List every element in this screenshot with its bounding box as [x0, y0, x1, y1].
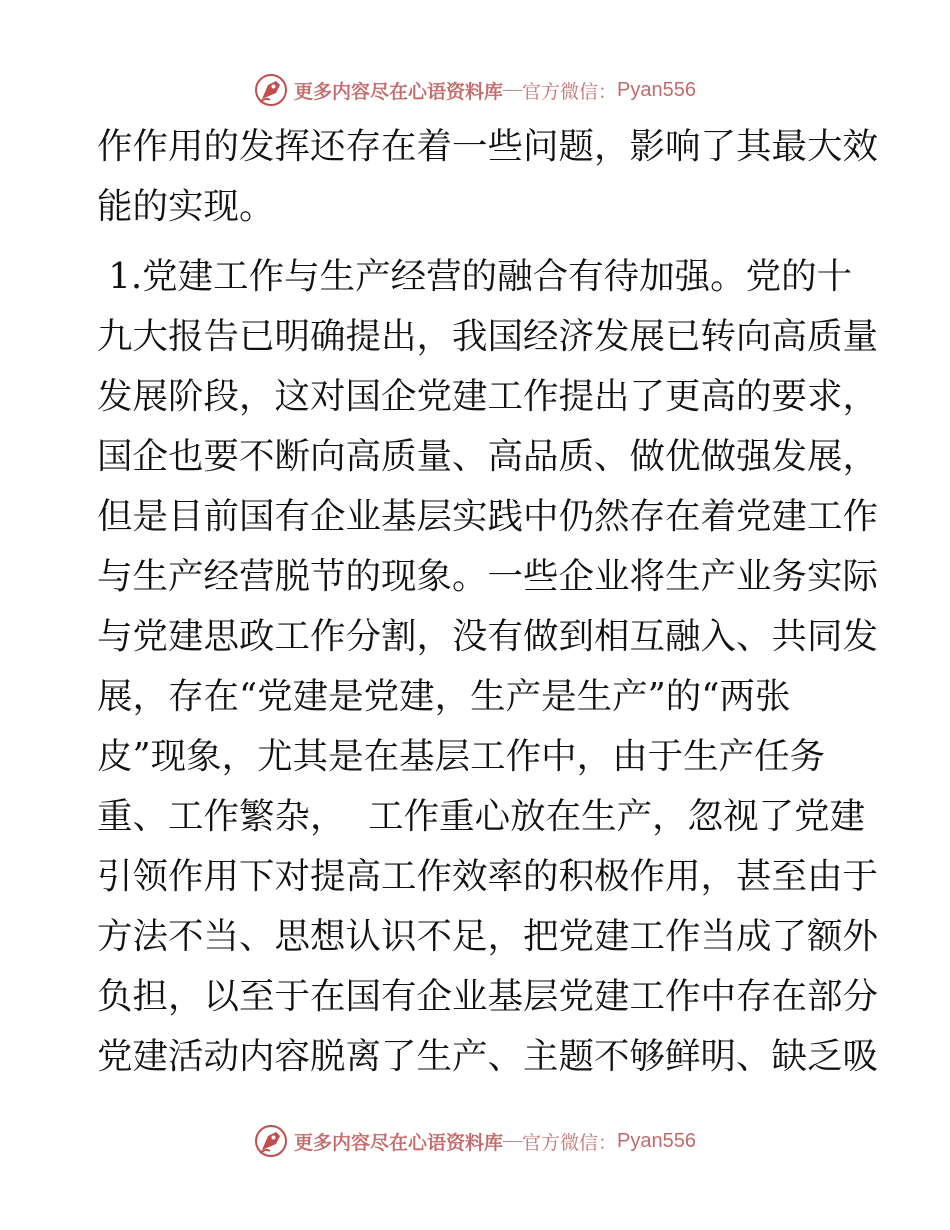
watermark-wechat-id: Pyan556: [617, 78, 696, 101]
text-line: 方法不当、思想认识不足，把党建工作当成了额外: [97, 916, 879, 957]
text-line: 九大报告已明确提出，我国经济发展已转向高质量: [97, 316, 879, 357]
text-line: 与党建思政工作分割，没有做到相互融入、共同发: [97, 616, 879, 657]
paragraph-2: [97, 247, 879, 1087]
watermark-wechat-label: 官方微信：: [522, 1132, 618, 1154]
watermark-separator: —: [503, 79, 523, 100]
text-line: 引领作用下对提高工作效率的积极作用，甚至由于: [97, 856, 879, 897]
watermark-lead-text: 更多内容尽在心语资料库: [294, 81, 504, 103]
text-line: 负担，以至于在国有企业基层党建工作中存在部分: [97, 976, 879, 1017]
text-line: 皮”现象，尤其是在基层工作中，由于生产任务: [97, 736, 826, 777]
text-line: 重、工作繁杂， 工作重心放在生产，忽视了党建: [97, 796, 866, 837]
watermark-wechat-id: Pyan556: [617, 1129, 696, 1152]
text-line: 发展阶段，这对国企党建工作提出了更高的要求，: [97, 376, 879, 417]
text-line: 1.党建工作与生产经营的融合有待加强。党的十: [97, 256, 853, 297]
watermark-separator: —: [503, 1130, 523, 1151]
document-body: [97, 117, 879, 1087]
text-line: 作作用的发挥还存在着一些问题，影响了其最大效: [97, 126, 879, 167]
text-line: 党建活动内容脱离了生产、主题不够鲜明、缺乏吸: [97, 1036, 879, 1077]
header-watermark: [0, 70, 950, 110]
paragraph-1: [97, 117, 879, 237]
text-line: 与生产经营脱节的现象。一些企业将生产业务实际: [97, 556, 879, 597]
footer-watermark: [0, 1121, 950, 1161]
text-line: 但是目前国有企业基层实践中仍然存在着党建工作: [97, 496, 879, 537]
watermark-wechat-label: 官方微信：: [522, 81, 618, 103]
text-line: 国企也要不断向高质量、高品质、做优做强发展，: [97, 436, 879, 477]
pen-nib-logo-icon: [254, 73, 288, 107]
text-line: 能的实现。: [97, 186, 275, 227]
pen-nib-logo-icon: [254, 1124, 288, 1158]
watermark-lead-text: 更多内容尽在心语资料库: [294, 1132, 504, 1154]
text-line: 展，存在“党建是党建，生产是生产”的“两张: [97, 676, 791, 717]
